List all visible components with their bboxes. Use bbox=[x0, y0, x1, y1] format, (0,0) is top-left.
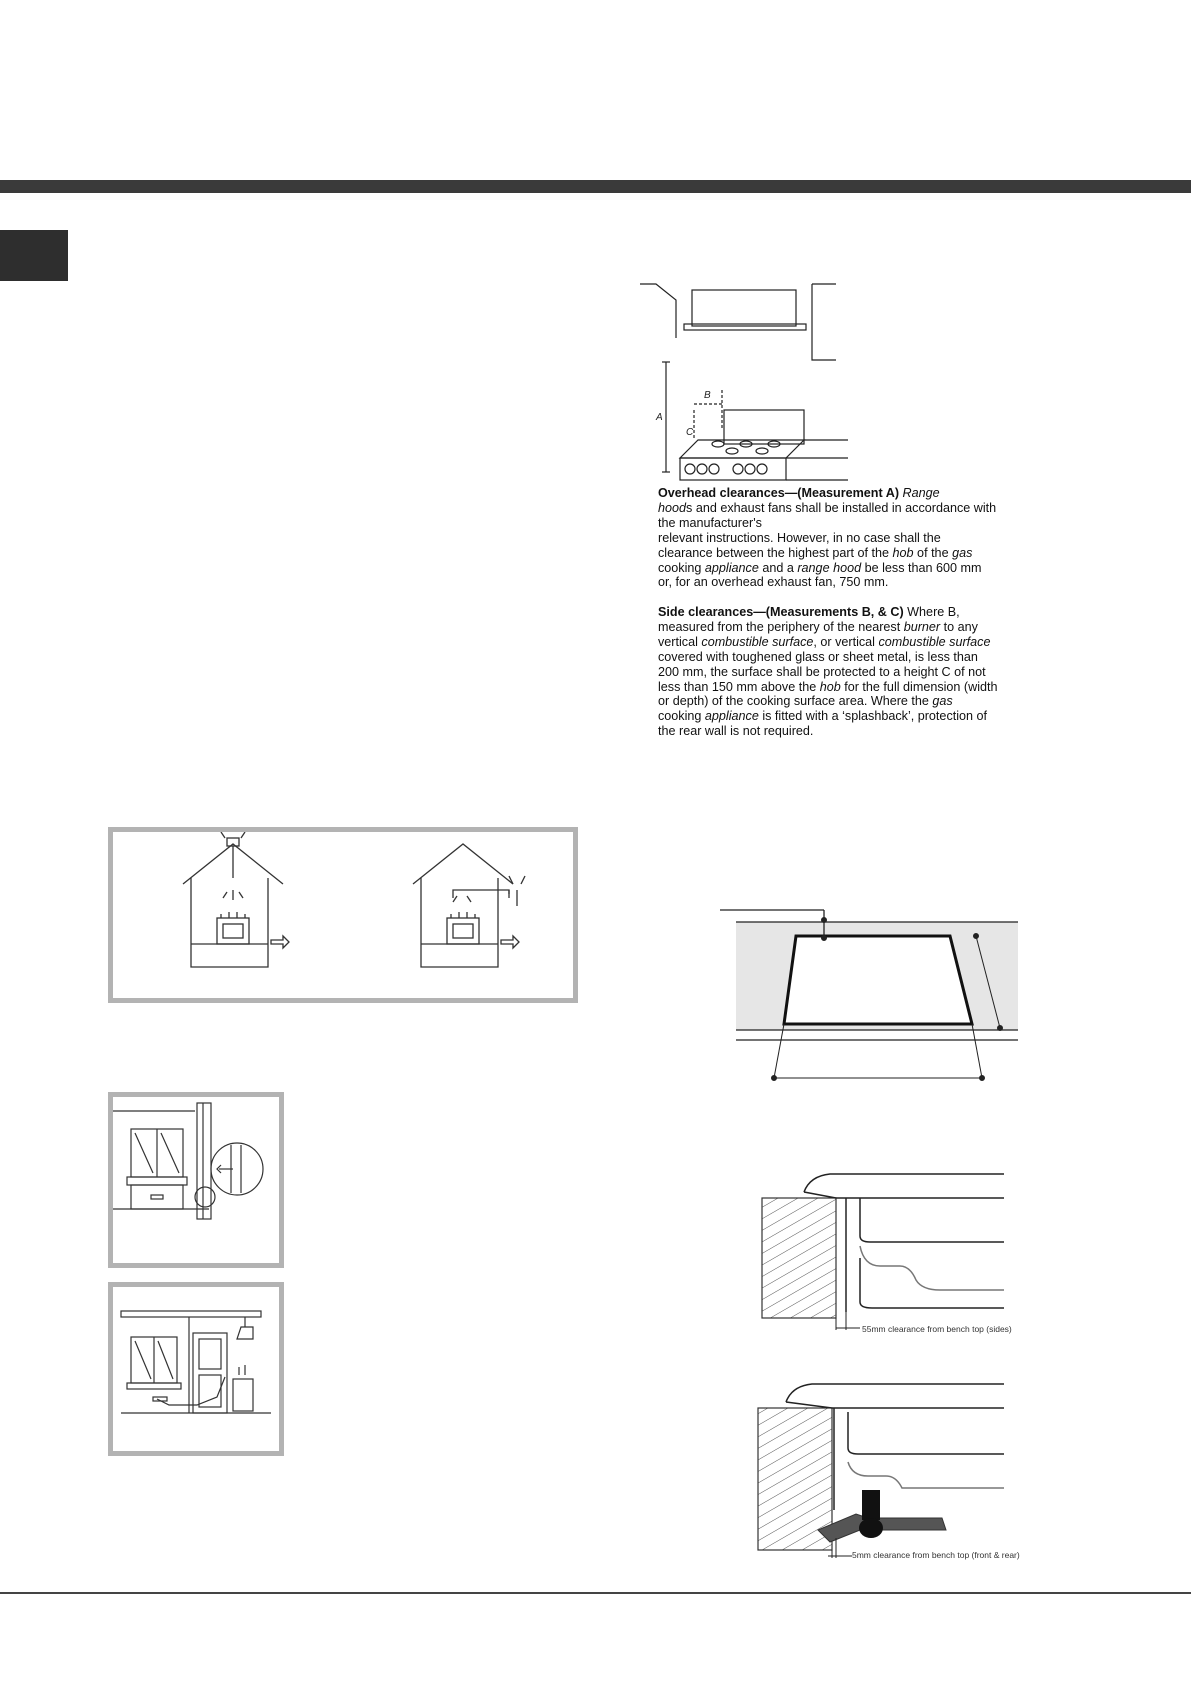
label-b: B bbox=[704, 390, 711, 401]
text-run: s and exhaust fans shall be installed in accordance with the manufacturer's bbox=[658, 500, 997, 530]
side-paragraph bbox=[658, 605, 998, 739]
room-hood-illustration bbox=[113, 1287, 279, 1451]
text-run: relevant instructions. However, in no case shall the clearance between the highest part of the bbox=[658, 530, 941, 560]
text-run: hood bbox=[658, 500, 687, 515]
text-run: hob bbox=[892, 545, 914, 560]
label-a: A bbox=[656, 412, 663, 423]
text-run: to any vertical bbox=[658, 619, 978, 649]
text-run: and a bbox=[758, 560, 798, 575]
overhead-paragraph bbox=[658, 486, 998, 590]
text-run: covered with toughened glass or sheet metal, is less than 200 mm, the surface shall be protected to a height C of not less than 150 mm above the bbox=[658, 649, 986, 694]
side-clearance-text bbox=[658, 605, 998, 739]
room-hood-figure bbox=[108, 1282, 284, 1456]
text-run: appliance bbox=[704, 560, 759, 575]
benchtop-cutout-diagram bbox=[720, 908, 1020, 1084]
front-rear-clearance-section bbox=[756, 1380, 1036, 1560]
text-run: of the bbox=[913, 545, 953, 560]
side-clearance-section bbox=[760, 1162, 1040, 1342]
text-run: is fitted with a ‘splashback’, protection of the rear wall is not required. bbox=[658, 709, 988, 739]
language-tab bbox=[0, 230, 68, 281]
text-run: burner bbox=[903, 619, 941, 634]
text-run: Where B, measured from the periphery of the nearest bbox=[658, 605, 960, 634]
room-duct-figure bbox=[108, 1092, 284, 1268]
text-run: be less than 600 mm or, for an overhead exhaust fan, 750 mm. bbox=[658, 560, 982, 590]
label-c: C bbox=[686, 427, 694, 438]
text-run: gas bbox=[932, 694, 953, 709]
overhead-heading: Overhead clearances—(Measurement A) bbox=[658, 486, 900, 500]
text-run: combustible surface bbox=[701, 634, 814, 649]
footer-rule bbox=[0, 1592, 1191, 1594]
text-run: hob bbox=[819, 679, 841, 694]
houses-illustration bbox=[113, 832, 573, 998]
text-run: cooking bbox=[658, 709, 705, 724]
ventilation-houses-figure bbox=[108, 827, 578, 1003]
text-run: for the full dimension (width or depth) of the cooking surface area. Where the bbox=[658, 679, 998, 709]
side-heading: Side clearances—(Measurements B, & C) bbox=[658, 605, 904, 619]
text-run: , or vertical bbox=[813, 634, 879, 649]
text-run: appliance bbox=[704, 709, 759, 724]
text-run: Range bbox=[899, 486, 940, 500]
clearance-diagram bbox=[636, 280, 848, 482]
text-run: range hood bbox=[797, 560, 862, 575]
header-bar bbox=[0, 180, 1191, 193]
front-rear-caption: 5mm clearance from bench top (front & rear) bbox=[852, 1550, 1020, 1560]
text-run: cooking bbox=[658, 560, 705, 575]
room-duct-illustration bbox=[113, 1097, 279, 1263]
text-run: combustible surface bbox=[878, 634, 991, 649]
text-run: gas bbox=[952, 545, 973, 560]
sides-caption: 55mm clearance from bench top (sides) bbox=[862, 1324, 1012, 1334]
overhead-clearance-text bbox=[658, 486, 998, 590]
